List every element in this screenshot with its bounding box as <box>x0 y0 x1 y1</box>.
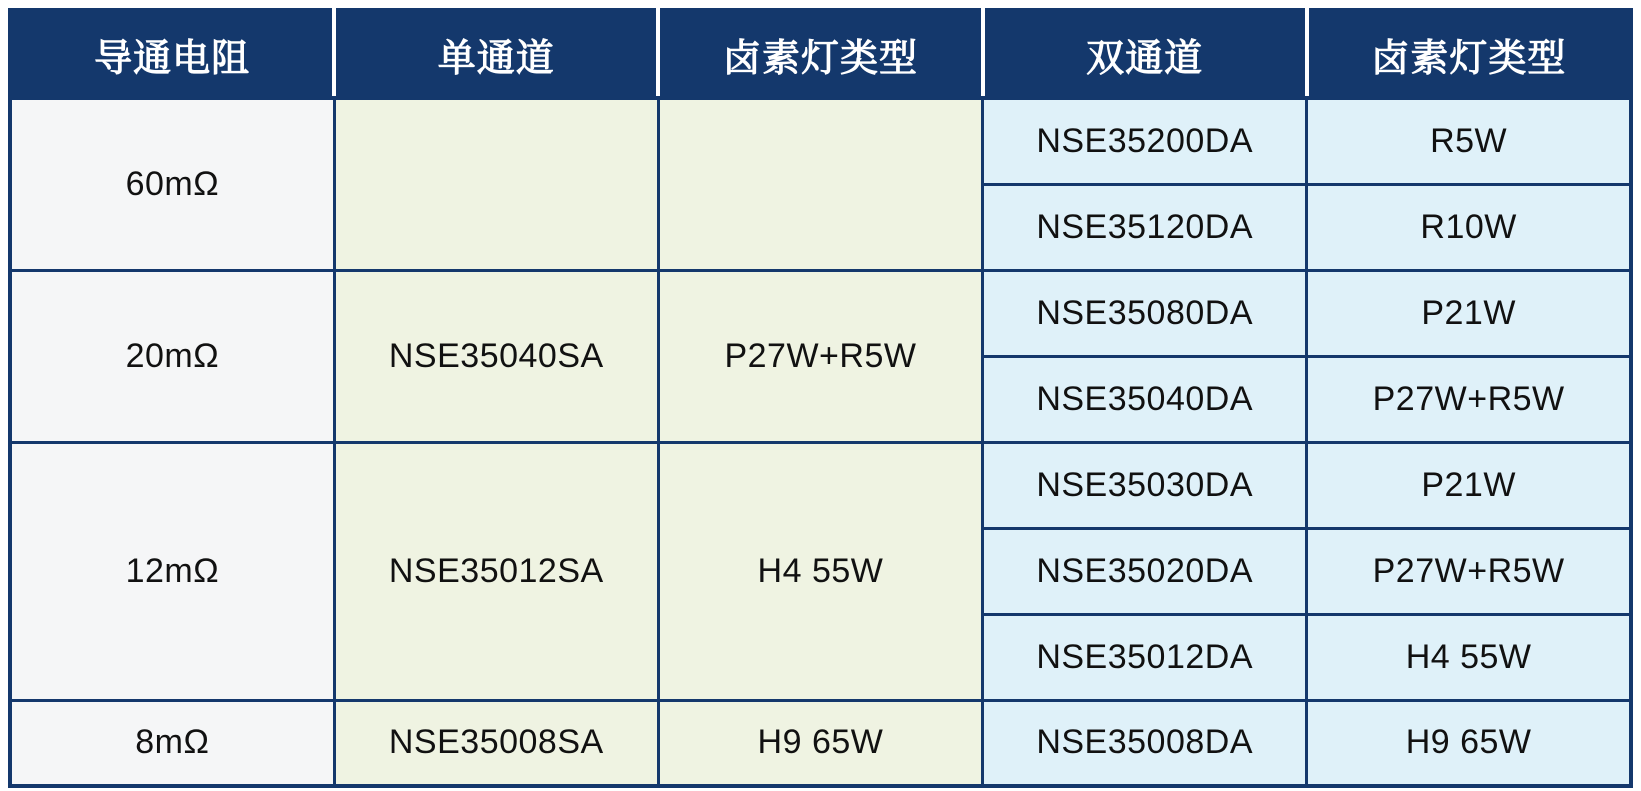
dual-part-cell: NSE35080DA <box>983 270 1307 356</box>
dual-part-cell: NSE35120DA <box>983 184 1307 270</box>
dual-part-cell: NSE35030DA <box>983 442 1307 528</box>
dual-lamp-cell: H9 65W <box>1307 700 1631 786</box>
resistance-cell: 60mΩ <box>10 98 334 270</box>
table-header-row <box>10 10 1631 98</box>
single-part-cell <box>334 98 658 270</box>
header-halogen-lamp-type-dual: 卤素灯类型 <box>1307 10 1631 98</box>
header-halogen-lamp-type-single: 卤素灯类型 <box>658 10 982 98</box>
dual-part-cell: NSE35020DA <box>983 528 1307 614</box>
dual-lamp-cell: R10W <box>1307 184 1631 270</box>
dual-lamp-cell: H4 55W <box>1307 614 1631 700</box>
header-single-channel: 单通道 <box>334 10 658 98</box>
header-dual-channel: 双通道 <box>983 10 1307 98</box>
single-part-cell: NSE35012SA <box>334 442 658 700</box>
single-lamp-cell: H9 65W <box>658 700 982 786</box>
header-on-resistance: 导通电阻 <box>10 10 334 98</box>
resistance-cell: 20mΩ <box>10 270 334 442</box>
table-body <box>10 98 1631 786</box>
dual-part-cell: NSE35012DA <box>983 614 1307 700</box>
table-row <box>10 700 1631 786</box>
single-part-cell: NSE35040SA <box>334 270 658 442</box>
dual-lamp-cell: P21W <box>1307 442 1631 528</box>
single-lamp-cell: P27W+R5W <box>658 270 982 442</box>
table-header <box>10 10 1631 98</box>
single-lamp-cell: H4 55W <box>658 442 982 700</box>
table-row <box>10 98 1631 184</box>
dual-lamp-cell: P27W+R5W <box>1307 528 1631 614</box>
dual-lamp-cell: P21W <box>1307 270 1631 356</box>
resistance-cell: 8mΩ <box>10 700 334 786</box>
single-part-cell: NSE35008SA <box>334 700 658 786</box>
dual-lamp-cell: R5W <box>1307 98 1631 184</box>
dual-part-cell: NSE35008DA <box>983 700 1307 786</box>
resistance-cell: 12mΩ <box>10 442 334 700</box>
dual-part-cell: NSE35040DA <box>983 356 1307 442</box>
single-lamp-cell <box>658 98 982 270</box>
product-selection-table <box>8 8 1633 788</box>
dual-lamp-cell: P27W+R5W <box>1307 356 1631 442</box>
table-row <box>10 442 1631 528</box>
dual-part-cell: NSE35200DA <box>983 98 1307 184</box>
table-row <box>10 270 1631 356</box>
